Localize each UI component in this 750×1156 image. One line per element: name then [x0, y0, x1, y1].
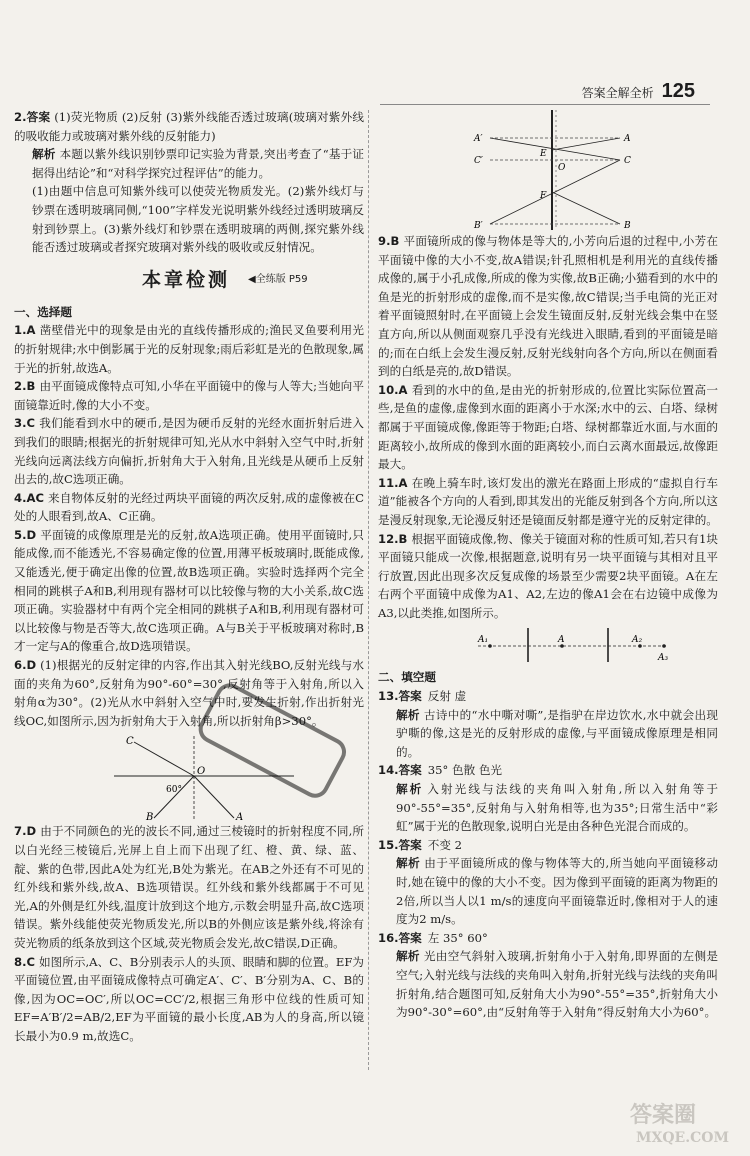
q9 [378, 232, 718, 381]
page-header [582, 80, 695, 103]
q15-analysis-label: 解析 [396, 856, 421, 871]
label-A: A [624, 134, 631, 144]
label-B1: B′ [474, 221, 483, 231]
q14-label: 14.答案 [378, 763, 422, 778]
q9-label: 9.B [378, 234, 400, 248]
q13-analysis [378, 706, 718, 762]
label-A: A [236, 812, 244, 823]
analysis-2-detail: (1)由题中信息可知紫外线可以使荧光物质发光。(2)紫外线灯与钞票在透明玻璃同侧,“100”字样发光说明紫外线经过透明玻璃反射到钞票上。(3)紫外线灯和钞票在透明玻璃的两侧,探究紫外线能否透过玻璃或者探究玻璃对紫外线的吸收或反射情况。 [32, 184, 364, 255]
point-A1 [488, 645, 492, 649]
q5 [14, 526, 364, 656]
chapter-ref: ◀全练版 P59 [248, 274, 308, 286]
label-A3: A₃ [658, 653, 669, 664]
header-label: 答案全解全析 [581, 86, 654, 100]
q3 [14, 414, 364, 488]
label-A2: A₂ [632, 635, 643, 646]
q3-label: 3.C [14, 416, 35, 431]
ray-oc [134, 742, 194, 776]
section-choice: 一、选择题 [14, 304, 72, 319]
q2b [14, 377, 364, 414]
label-F: F [540, 191, 547, 201]
q16-analysis [378, 947, 718, 1021]
stamp-frame [196, 681, 348, 800]
q6-text: (1)根据光的反射定律的内容,作出其入射光线BO,反射光线与水面的夹角为60°,反射角为90°-60°=30°,反射角等于入射角,所以入射角α为30°。(2)光从水中斜射入空气中时,要发生折射,作出折射光线OC,如图所示,因为折射角大于入射角,所以折射角β>30°。 [14, 658, 364, 728]
q15-analysis [378, 854, 718, 928]
chapter-title: 本章检测 [142, 269, 231, 292]
label-angle: 60° [166, 785, 182, 796]
q2b-text: 由平面镜成像特点可知,小华在平面镜中的像与人等大;当她向平面镜靠近时,像的大小不变。 [14, 379, 364, 412]
ray-b-c [552, 192, 620, 224]
analysis-text: 本题以紫外线识别钞票印记实验为背景,突出考查了“基于证据得出结论”和“对科学探究过程评估”的能力。 [32, 147, 364, 180]
watermark-text-2: MXQE.COM [636, 1130, 729, 1146]
q12-text: 根据平面镜成像,物、像关于镜面对称的性质可知,若只有1块平面镜只能成一次像,根据题意,说明有另一块平面镜与其相对且平行放置,因此出现多次反复成像的场景至少需要2块平面镜。A在左右两个平面镜中成像为A1、A2,左边的像A1会在右边镜中成像为A3,以此类推,如图所示。 [378, 531, 718, 620]
q16-answer-text: 左 35° 60° [427, 930, 488, 945]
figure-q12-mirrors [378, 622, 718, 666]
header-rule [380, 104, 710, 105]
q16-answer [378, 929, 718, 948]
ray-a-c [552, 138, 620, 150]
q11 [378, 474, 718, 530]
point-A3 [662, 645, 666, 649]
q14-answer [378, 761, 718, 780]
analysis-label: 解析 [32, 147, 56, 162]
q15-answer [378, 836, 718, 855]
analysis-2 [14, 145, 364, 182]
q15-analysis-text: 由于平面镜所成的像与物体等大的,所当她向平面镜移动时,她在镜中的像的大小不变。因为像到平面镜的距离为物距的2倍,所以当人以1 m/s的速度向平面镜靠近时,像相对于人的速度为2 m/s。 [396, 856, 718, 927]
answer-text: (1)荧光物质 (2)反射 (3)紫外线能否透过玻璃(玻璃对紫外线的吸收能力或玻璃对紫外线的反射能力) [14, 110, 364, 143]
q14-analysis [378, 780, 718, 836]
ray-bo [154, 776, 194, 818]
q4 [14, 489, 364, 526]
label-C: C [126, 736, 134, 748]
q10-text: 看到的水中的鱼,是由光的折射形成的,位置比实际位置高一些,是鱼的虚像,虚像到水面的距离小于水深;水中的云、白塔、绿树都属于平面镜成像,像距等于物距;白塔、绿树都靠近水面,与水面的距离较小,故所成的像到水面的距离较小,而白云离水面最远,故像距最大。 [378, 382, 718, 472]
q16-label: 16.答案 [378, 930, 422, 945]
left-column [14, 108, 364, 1046]
label-A1: A₁ [478, 635, 489, 646]
q12-label: 12.B [378, 531, 408, 546]
q9-text: 平面镜所成的像与物体是等大的,小芳向后退的过程中,小芳在平面镜中像的大小不变,故A错误;针孔照相机是利用光的直线传播成像的,属于小孔成像,所成的像为实像,故B正确;小猫看到的水中的鱼是光的折射形成的虚像,而不是实像,故C错误;当手电筒的光正对着平面镜照射时,在平面镜上会发生镜面反射,反射光线会集中在竖直方向,所以从侧面观察几乎没有光线进入眼睛,看到的平面镜是暗的;而在白纸上会发生漫反射,反射光线射向各个方向,所以在侧面看到的白纸是亮的,故D错误。 [378, 234, 718, 379]
q10 [378, 381, 718, 474]
page-number: 125 [661, 80, 695, 102]
q16-analysis-text: 光由空气斜射入玻璃,折射角小于入射角,即界面的左侧是空气;入射光线与法线的夹角叫入射角,折射光线与法线的夹角叫折射角,结合题图可知,反射角大小为90°-55°=35°,折射角大小为90°-30°=60°,由“反射角等于入射角”得反射角大小为60°。 [396, 949, 718, 1020]
label-A1: A′ [474, 134, 483, 144]
q12 [378, 530, 718, 623]
q13-answer [378, 687, 718, 706]
q7-text: 由于不同颜色的光的波长不同,通过三棱镜时的折射程度不同,所以白光经三棱镜后,光屏上自上而下出现了红、橙、黄、绿、蓝、靛、紫的色带,因此A处为红光,B处为紫光。在AB之外还有不可见的红外线和紫外线,故A、B选项错误。红外线和紫外线都属于不可见光,A的外侧是红外线,温度计放到这个地方,示数会明显升高,故C选项错误。紫外线能使荧光物质发光,所以B的外侧应该是紫外线,将涂有荧光物质的纸条放到这个区域,荧光物质会发光,故C错误,D正确。 [14, 824, 364, 950]
right-column [378, 232, 718, 1022]
column-divider [368, 110, 369, 1070]
section-fill: 二、填空题 [378, 670, 436, 685]
label-E: E [540, 149, 547, 159]
q8-text: 如图所示,A、C、B分别表示人的头顶、眼睛和脚的位置。EF为平面镜位置,由平面镜成像特点可确定A′、C′、B′分别为A、C、B的像,因为OC=OC′,所以OC=CC′/2,根据三角形中位线的性质可知EF=A′B′/2=AB/2,EF为平面镜的最小长度,AB为人的身高,所以镜长最小为0.9 m,故选C。 [14, 954, 364, 1043]
q11-label: 11.A [378, 475, 408, 490]
q15-answer-text: 不变 2 [427, 837, 462, 852]
q13-label: 13.答案 [378, 689, 422, 704]
q15-label: 15.答案 [378, 837, 422, 852]
label-C1: C′ [474, 156, 483, 166]
watermark-text-1: 答案圈 [630, 1102, 697, 1128]
q8-label: 8.C [14, 954, 35, 969]
chapter-title-box [14, 265, 364, 297]
q7-label: 7.D [14, 824, 37, 839]
q6-label: 6.D [14, 658, 37, 673]
q3-text: 我们能看到水中的硬币,是因为硬币反射的光经水面折射后进入到我们的眼睛;根据光的折射规律可知,光从水中斜射入空气中时,折射光线向远离法线方向偏折,折射角大于入射角,且光线是从硬币上反射出去的,故C选项正确。 [14, 416, 364, 487]
q10-label: 10.A [378, 382, 408, 397]
label-O: O [558, 163, 566, 173]
figure-q8-mirror [470, 108, 650, 232]
answer-label: 2.答案 [14, 110, 51, 124]
q1-text: 凿壁借光中的现象是由光的直线传播形成的;渔民叉鱼要利用光的折射规律;水中倒影属于光的反射现象;雨后彩虹是光的色散现象,属于光的折射,故选A。 [14, 323, 364, 375]
q13-answer-text: 反射 虚 [427, 689, 467, 704]
stamp-logo [190, 680, 350, 810]
q7 [14, 822, 364, 952]
q14-answer-text: 35° 色散 色光 [427, 763, 503, 778]
q13-analysis-text: 古诗中的“水中嘶对嘶”,是指驴在岸边饮水,水中就会出现驴嘶的像,这是光的反射形成的虚像,与平面镜成像原理是相同的。 [396, 707, 718, 759]
q4-label: 4.AC [14, 490, 44, 505]
q2b-label: 2.B [14, 379, 36, 394]
watermark-logo [622, 1096, 742, 1148]
q4-text: 来自物体反射的光经过两块平面镜的两次反射,成的虚像被在C处的人眼看到,故A、C正确。 [14, 490, 364, 524]
q5-text: 平面镜的成像原理是光的反射,故A选项正确。使用平面镜时,只能成像,而不能透光,不容易确定像的位置,用薄平板玻璃时,既能成像,又能透光,便于确定出像的位置,故B选项正确。实验时选择两个完全相同的跳棋子A和B,利用现有器材可以比较像与物的大小关系,故C选项正确。实验器材中有两个完全相同的跳棋子A和B,利用现有器材可以比较像与物是否等大,故C选项正确。A与B关于平板玻璃对称时,B才一定与A的像重合,故D选项错误。 [14, 527, 364, 654]
label-C: C [624, 156, 631, 166]
q5-label: 5.D [14, 527, 37, 542]
answer-2 [14, 108, 364, 145]
label-A: A [558, 635, 565, 646]
q14-analysis-text: 入射光线与法线的夹角叫入射角,所以入射角等于90°-55°=35°,反射角与入射角相等,也为35°;日常生活中“彩虹”属于光的色散现象,说明白光是由各种色光混合而成的。 [396, 782, 718, 834]
q1 [14, 321, 364, 377]
q13-analysis-label: 解析 [396, 707, 420, 722]
q1-label: 1.A [14, 323, 36, 338]
label-B: B [146, 812, 154, 823]
q11-text: 在晚上骑车时,该灯发出的激光在路面上形成的“虚拟自行车道”能被各个方向的人看到,即其发出的光能反射到各个方向,所以这是漫反射现象,无论漫反射还是镜面反射都是遵守光的反射定律的。 [378, 475, 718, 527]
label-B: B [624, 221, 631, 231]
q8 [14, 953, 364, 1046]
label-O: O [197, 766, 206, 778]
q16-analysis-label: 解析 [396, 949, 420, 964]
q14-analysis-label: 解析 [396, 782, 424, 797]
